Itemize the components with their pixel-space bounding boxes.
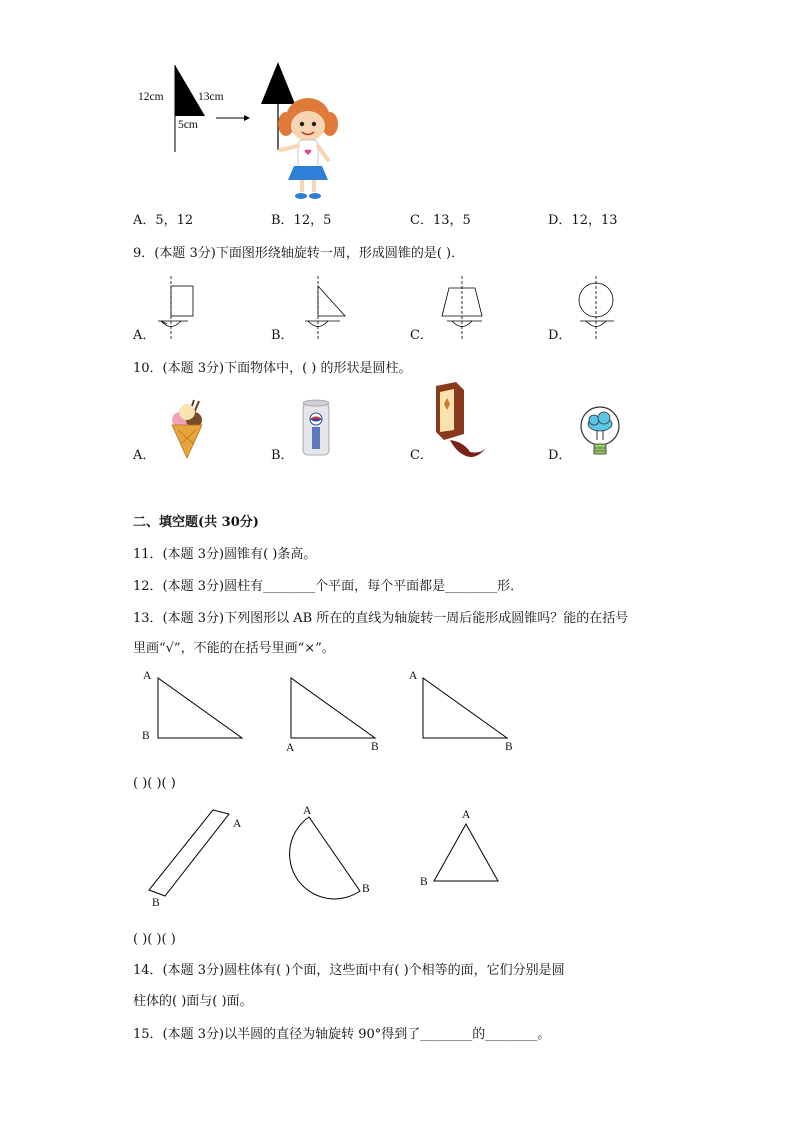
soda-can-icon xyxy=(300,397,334,459)
q13-equilateral-triangle xyxy=(430,822,510,892)
q13-triangle-2 xyxy=(288,676,388,746)
q14-question-line2: 柱体的( )面与( )面。 xyxy=(133,994,253,1009)
section-2-title: 二、填空题(共 30分) xyxy=(133,515,259,530)
q13-p-label-a: A xyxy=(233,818,242,830)
q8-label-left: 12cm xyxy=(138,91,164,103)
q13-e-label-b: B xyxy=(420,876,428,888)
q8-option-b[interactable]: B．12，5 xyxy=(271,213,332,228)
q13-t3-label-a: A xyxy=(409,670,418,682)
q9-option-c[interactable]: C． xyxy=(410,328,433,343)
q13-e-label-a: A xyxy=(462,809,471,821)
q9-option-b[interactable]: B． xyxy=(271,328,294,343)
girl-with-cone-image xyxy=(258,58,348,208)
q8-label-bottom: 5cm xyxy=(178,119,198,131)
q13-t1-label-b: B xyxy=(142,730,150,742)
q13-t3-label-b: B xyxy=(505,741,513,753)
q8-option-c[interactable]: C．13，5 xyxy=(410,213,471,228)
q9-question: 9．(本题 3分)下面图形绕轴旋转一周，形成圆锥的是( )． xyxy=(133,246,465,261)
q15-question: 15．(本题 3分)以半圆的直径为轴旋转 90°得到了________的________。 xyxy=(133,1027,551,1042)
q8-option-a[interactable]: A．5，12 xyxy=(133,213,194,228)
q13-t2-label-a: A xyxy=(286,742,295,754)
lantern-icon xyxy=(430,382,490,462)
q13-t2-label-b: B xyxy=(371,741,379,753)
q12-question: 12．(本题 3分)圆柱有________个平面，每个平面都是________形． xyxy=(133,579,524,594)
q13-t1-label-a: A xyxy=(143,670,152,682)
q13-s-label-b: B xyxy=(362,883,370,895)
q8-option-d[interactable]: D．12，13 xyxy=(548,213,618,228)
q14-question-line1: 14．(本题 3分)圆柱体有( )个面，这些面中有( )个相等的面，它们分别是圆 xyxy=(133,963,565,978)
q13-triangle-3 xyxy=(420,676,520,746)
q13-parallelogram xyxy=(145,808,245,898)
q9-option-d-circle-figure xyxy=(572,276,632,346)
q10-option-c[interactable]: C． xyxy=(410,448,433,463)
q9-option-c-trapezoid-figure xyxy=(437,276,497,346)
q13-row1-answer-blanks[interactable]: ( )( )( ) xyxy=(133,776,176,791)
q10-question: 10．(本题 3分)下面物体中，( ) 的形状是圆柱。 xyxy=(133,361,412,376)
q10-option-b[interactable]: B． xyxy=(271,448,294,463)
q11-question: 11．(本题 3分)圆锥有( )条高。 xyxy=(133,547,317,562)
q13-question-line2: 里画“√”，不能的在括号里画“×”。 xyxy=(133,641,335,656)
q13-question-line1: 13．(本题 3分)下列图形以 AB 所在的直线为轴旋转一周后能形成圆锥吗？能的在括号 xyxy=(133,611,629,626)
q9-option-a[interactable]: A． xyxy=(133,328,156,343)
q13-row2-answer-blanks[interactable]: ( )( )( ) xyxy=(133,932,176,947)
q10-option-d[interactable]: D． xyxy=(548,448,572,463)
q9-option-d[interactable]: D． xyxy=(548,328,572,343)
q13-s-label-a: A xyxy=(303,805,312,817)
q8-label-right: 13cm xyxy=(198,91,224,103)
ice-cream-cone-icon xyxy=(168,398,208,463)
q13-triangle-1 xyxy=(155,676,255,746)
q10-option-a[interactable]: A． xyxy=(133,448,156,463)
q9-option-b-triangle-figure xyxy=(300,276,360,346)
q9-option-a-rectangle-figure xyxy=(158,276,208,346)
q13-p-label-b: B xyxy=(152,897,160,909)
cloud-bulb-icon xyxy=(578,404,622,464)
